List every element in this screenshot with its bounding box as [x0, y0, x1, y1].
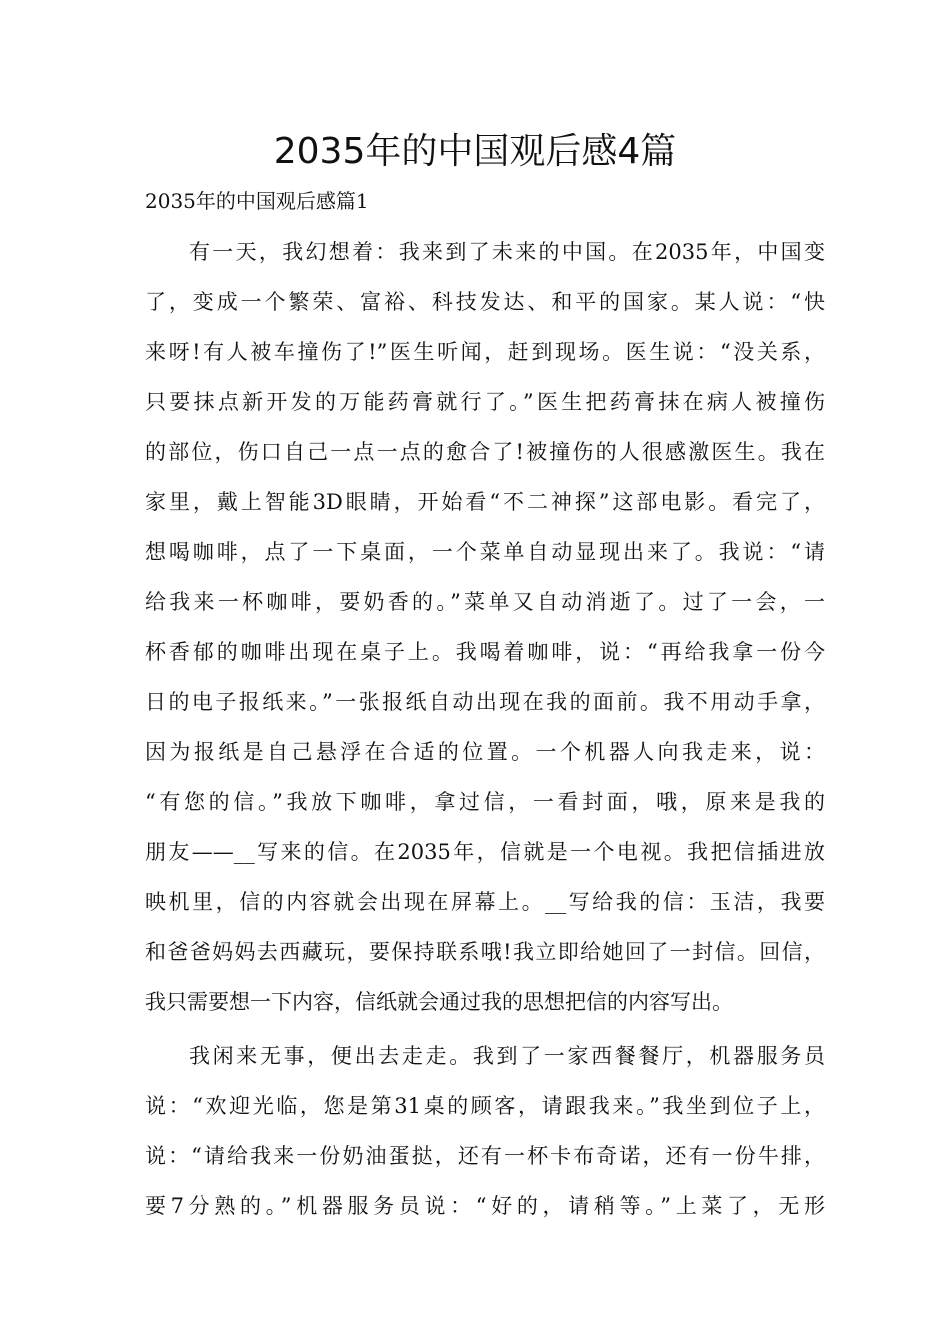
text-line: 只要抹点新开发的万能药膏就行了。”医生把药膏抹在病人被撞伤: [145, 390, 825, 414]
paragraph-2: [145, 1037, 825, 1237]
text-line: 因为报纸是自己悬浮在合适的位置。一个机器人向我走来，说：: [145, 740, 825, 764]
document-body: [145, 233, 825, 1241]
text-line: 想喝咖啡，点了一下桌面，一个菜单自动显现出来了。我说：“请: [145, 540, 825, 564]
text-line: 了，变成一个繁荣、富裕、科技发达、和平的国家。某人说：“快: [145, 290, 825, 314]
text-line: 说：“请给我来一份奶油蛋挞，还有一杯卡布奇诺，还有一份牛排，: [145, 1144, 825, 1168]
paragraph-1: [145, 233, 825, 1033]
text-line: 给我来一杯咖啡，要奶香的。”菜单又自动消逝了。过了一会，一: [145, 590, 825, 614]
section-heading: 2035年的中国观后感篇1: [145, 189, 369, 213]
text-line: 的部位，伤口自己一点一点的愈合了!被撞伤的人很感激医生。我在: [145, 440, 825, 464]
text-line: 我闲来无事，便出去走走。我到了一家西餐餐厅，机器服务员: [189, 1044, 825, 1068]
text-line: 说：“欢迎光临，您是第31桌的顾客，请跟我来。”我坐到位子上，: [145, 1094, 825, 1118]
text-line: 日的电子报纸来。”一张报纸自动出现在我的面前。我不用动手拿，: [145, 690, 825, 714]
text-line: 来呀!有人被车撞伤了!”医生听闻，赶到现场。医生说：“没关系，: [145, 340, 825, 364]
text-line: 杯香郁的咖啡出现在桌子上。我喝着咖啡，说：“再给我拿一份今: [145, 640, 825, 664]
text-line: 我只需要想一下内容，信纸就会通过我的思想把信的内容写出。: [145, 990, 733, 1014]
text-line: 家里，戴上智能3D眼睛，开始看“不二神探”这部电影。看完了，: [145, 490, 825, 514]
text-line: “有您的信。”我放下咖啡，拿过信，一看封面，哦，原来是我的: [145, 790, 825, 814]
text-line: 映机里，信的内容就会出现在屏幕上。__写给我的信：玉洁，我要: [145, 890, 825, 914]
document-title: 2035年的中国观后感4篇: [273, 131, 677, 172]
text-line: 朋友——__写来的信。在2035年，信就是一个电视。我把信插进放: [145, 840, 825, 864]
text-line: 有一天，我幻想着：我来到了未来的中国。在2035年，中国变: [189, 240, 825, 264]
text-line: 和爸爸妈妈去西藏玩，要保持联系哦!我立即给她回了一封信。回信，: [145, 940, 825, 964]
text-line: 要7分熟的。”机器服务员说：“好的，请稍等。”上菜了，无形: [145, 1194, 825, 1218]
